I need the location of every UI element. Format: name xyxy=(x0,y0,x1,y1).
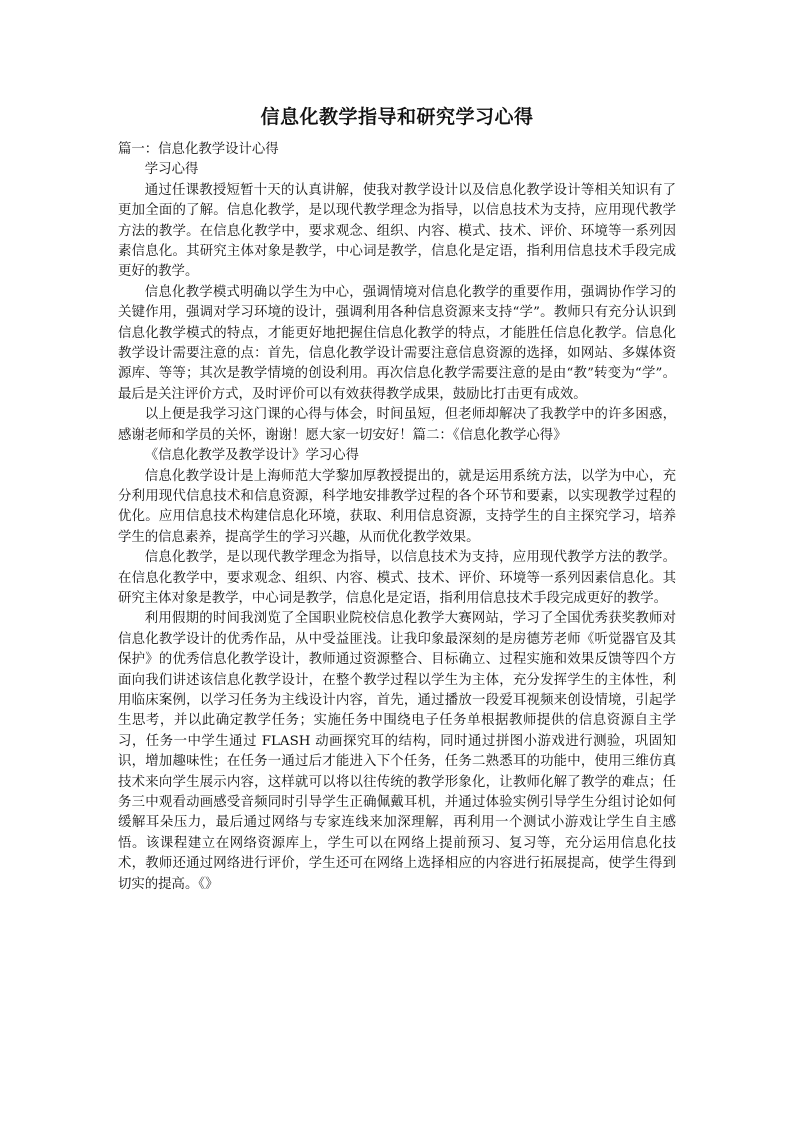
paragraph: 信息化教学设计是上海师范大学黎加厚教授提出的，就是运用系统方法，以学为中心，充分利用现代信息技术和信息资源，科学地安排教学过程的各个环节和要素，以实现教学过程的优化。应用信息技术构建信息化环境，获取、利用信息资源，支持学生的自主探究学习，培养学生的信息素养，提高学生的学习兴趣，从而优化教学效果。 xyxy=(118,468,676,545)
paragraph: 利用假期的时间我浏览了全国职业院校信息化教学大赛网站，学习了全国优秀获奖教师对信息化教学设计的优秀作品，从中受益匪浅。让我印象最深刻的是房德芳老师《听觉器官及其保护》的优秀信息化教学设计，教师通过资源整合、目标确立、过程实施和效果反馈等四个方面向我们讲述该信息化教学设计，在整个教学过程以学生为主体，充分发挥学生的主体性，利用临床案例，以学习任务为主线设计内容，首先，通过播放一段爱耳视频来创设情境，引起学生思考，并以此确定教学任务；实施任务中围绕电子任务单根据教师提供的信息资源自主学习，任务一中学生通过 FLASH 动画探究耳的结构，同时通过拼图小游戏进行测验，巩固知识，增加趣味性；在任务一通过后才能进入下个任务，任务二熟悉耳的功能中，使用三维仿真技术来向学生展示内容，这样就可以将以往传统的教学形象化，让教师化解了教学的难点；任务三中观看动画感受音频同时引导学生正确佩戴耳机，并通过体验实例引导学生分组讨论如何缓解耳朵压力，最后通过网络与专家连线来加深理解，再利用一个测试小游戏让学生自主感悟。该课程建立在网络资源库上，学生可以在网络上提前预习、复习等，充分运用信息化技术，教师还通过网络进行评价，学生还可在网络上选择相应的内容进行拓展提高，使学生得到切实的提高。《》 xyxy=(118,611,676,892)
paragraph: 信息化教学模式明确以学生为中心，强调情境对信息化教学的重要作用，强调协作学习的关键作用，强调对学习环境的设计，强调利用各种信息资源来支持“学”。教师只有充分认识到信息化教学模式的特点，才能更好地把握住信息化教学的特点，才能胜任信息化教学。信息化教学设计需要注意的点：首先，信息化教学设计需要注意信息资源的选择，如网站、多媒体资源库、等等；其次是教学情境的创设利用。再次信息化教学需要注意的是由“教”转变为“学”。最后是关注评价方式，及时评价可以有效获得教学成果，鼓励比打击更有成效。 xyxy=(118,284,676,402)
document-title: 信息化教学指导和研究学习心得 xyxy=(260,106,534,128)
paragraph: 信息化教学，是以现代教学理念为指导，以信息技术为支持，应用现代教学方法的教学。在信息化教学中，要求观念、组织、内容、模式、技术、评价、环境等一系列因素信息化。其研究主体对象是教学，中心词是教学，信息化是定语，指利用信息技术手段完成更好的教学。 xyxy=(118,550,676,606)
paragraph: 通过任课教授短暂十天的认真讲解，使我对教学设计以及信息化教学设计等相关知识有了更加全面的了解。信息化教学，是以现代教学理念为指导，以信息技术为支持，应用现代教学方法的教学。在信息化教学中，要求观念、组织、内容、模式、技术、评价、环境等一系列因素信息化。其研究主体对象是教学，中心词是教学，信息化是定语，指利用信息技术手段完成更好的教学。 xyxy=(118,182,676,280)
subheading-section-2: 《信息化教学及教学设计》学习心得 xyxy=(144,448,360,464)
document-body xyxy=(118,140,676,895)
section-heading-1: 篇一：信息化教学设计心得 xyxy=(118,142,279,157)
subheading-learning-notes: 学习心得 xyxy=(144,162,199,178)
paragraph: 以上便是我学习这门课的心得与体会，时间虽短，但老师却解决了我教学中的许多困惑，感谢老师和学员的关怀，谢谢！愿大家一切安好！篇二：《信息化教学心得》 xyxy=(118,407,676,443)
